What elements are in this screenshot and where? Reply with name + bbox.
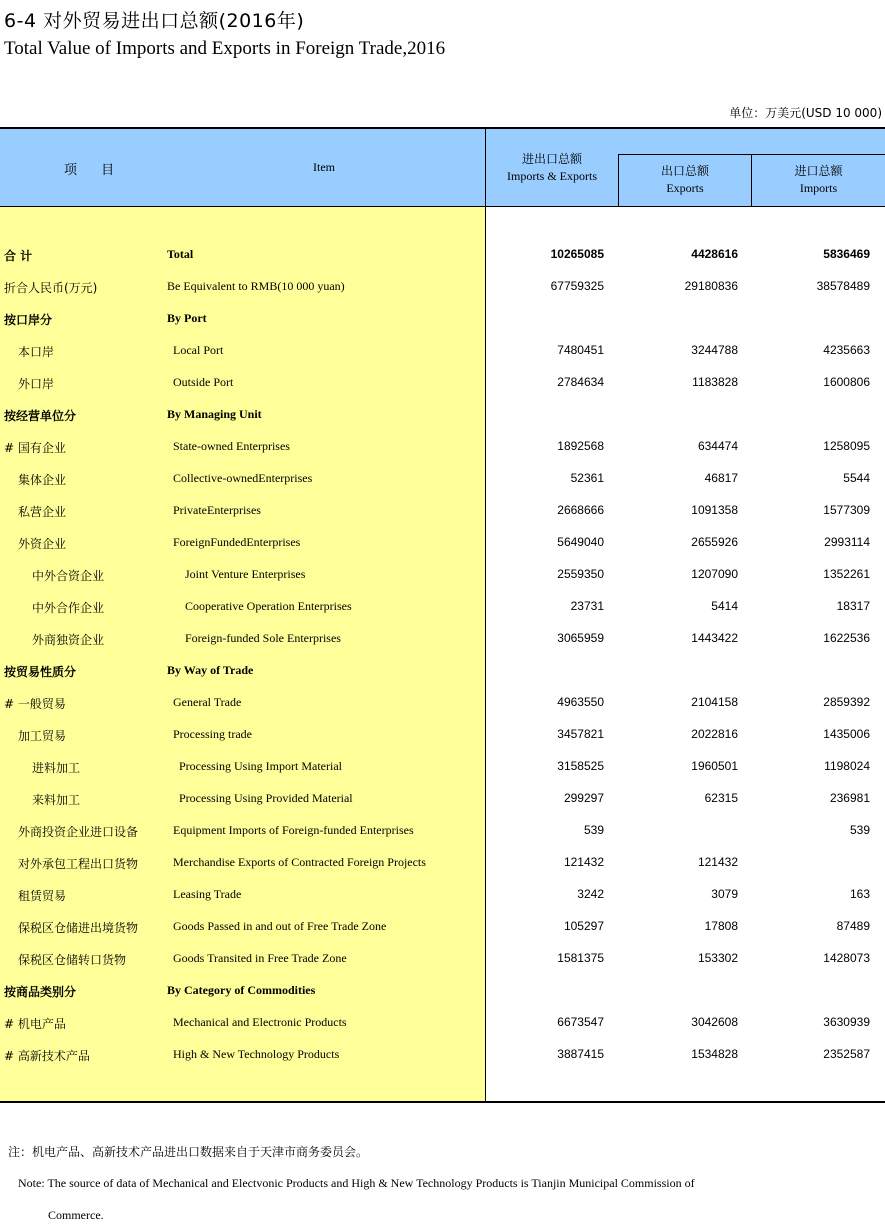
row-label-cn: 中外合资企业	[32, 569, 105, 583]
table-row	[0, 279, 885, 299]
row-label-en: Total	[167, 247, 194, 261]
page-title-cn: 6-4 对外贸易进出口总额(2016年)	[4, 10, 305, 32]
row-label-en: Processing Using Provided Material	[179, 791, 353, 805]
table-row	[0, 1047, 885, 1067]
imports-value: 2352587	[823, 1047, 870, 1061]
table-row	[0, 951, 885, 971]
row-label-en: Outside Port	[173, 375, 234, 389]
imports-exports-value: 1581375	[557, 951, 604, 965]
table-row	[0, 759, 885, 779]
imports-exports-value: 67759325	[550, 279, 604, 293]
table-row	[0, 503, 885, 523]
imports-value: 38578489	[816, 279, 870, 293]
exports-value: 46817	[704, 471, 738, 485]
table-row	[0, 663, 885, 683]
exports-value: 1091358	[691, 503, 738, 517]
unit-label: 单位：万美元(USD 10 000)	[729, 106, 882, 120]
exports-value: 153302	[697, 951, 738, 965]
row-label-en: Processing trade	[173, 727, 252, 741]
row-label-cn: 租赁贸易	[18, 889, 67, 903]
row-label-cn: 本口岸	[18, 345, 55, 359]
table-row	[0, 727, 885, 747]
exports-value: 3079	[711, 887, 738, 901]
imports-exports-value: 10265085	[550, 247, 604, 261]
imports-value: 4235663	[823, 343, 870, 357]
imports-exports-value: 299297	[563, 791, 604, 805]
header-bottom-border	[0, 206, 885, 207]
imports-exports-value: 4963550	[557, 695, 604, 709]
exports-value: 1443422	[691, 631, 738, 645]
row-label-en: Foreign-funded Sole Enterprises	[185, 631, 341, 645]
row-label-en: Merchandise Exports of Contracted Foreign Projects	[173, 855, 426, 869]
imports-value: 1577309	[823, 503, 870, 517]
exports-value: 1534828	[691, 1047, 738, 1061]
row-label-en: By Managing Unit	[167, 407, 262, 421]
row-label-cn: 按商品类别分	[4, 985, 77, 999]
row-label-en: Collective-ownedEnterprises	[173, 471, 313, 485]
note-en-line2: Commerce.	[48, 1208, 104, 1222]
note-cn: 注：机电产品、高新技术产品进出口数据来自于天津市商务委员会。	[8, 1145, 369, 1159]
table-row	[0, 311, 885, 331]
table-row	[0, 1015, 885, 1035]
row-label-en: By Category of Commodities	[167, 983, 316, 997]
exports-value: 121432	[697, 855, 738, 869]
table-row	[0, 599, 885, 619]
row-label-cn: 外商独资企业	[32, 633, 105, 647]
imports-exports-value: 2784634	[557, 375, 604, 389]
imports-value: 18317	[836, 599, 870, 613]
header-exports-cn: 出口总额	[660, 164, 709, 178]
table-row	[0, 823, 885, 843]
row-label-en: State-owned Enterprises	[173, 439, 290, 453]
imports-value: 163	[849, 887, 870, 901]
header-imports-cn: 进口总额	[794, 164, 843, 178]
table-row	[0, 535, 885, 555]
header-exports	[620, 163, 750, 197]
exports-value: 4428616	[691, 247, 738, 261]
row-label-cn: 外口岸	[18, 377, 55, 391]
table-row	[0, 791, 885, 811]
row-label-cn: # 一般贸易	[4, 697, 66, 711]
exports-value: 3042608	[691, 1015, 738, 1029]
imports-exports-value: 2559350	[557, 567, 604, 581]
header-imports	[752, 163, 885, 197]
imports-value: 1258095	[823, 439, 870, 453]
exports-value: 3244788	[691, 343, 738, 357]
row-label-cn: 集体企业	[18, 473, 67, 487]
row-label-cn: 外资企业	[18, 537, 67, 551]
exports-value: 5414	[711, 599, 738, 613]
table-row	[0, 567, 885, 587]
imports-exports-value: 121432	[563, 855, 604, 869]
imports-exports-value: 539	[583, 823, 604, 837]
header-imports-exports	[488, 151, 616, 185]
imports-exports-value: 3065959	[557, 631, 604, 645]
imports-exports-value: 1892568	[557, 439, 604, 453]
row-label-cn: # 国有企业	[4, 441, 66, 455]
row-label-en: By Way of Trade	[167, 663, 254, 677]
table-row	[0, 343, 885, 363]
header-item-cn: 项 目	[64, 163, 125, 178]
imports-value: 539	[849, 823, 870, 837]
imports-exports-value: 2668666	[557, 503, 604, 517]
row-label-en: Cooperative Operation Enterprises	[185, 599, 352, 613]
row-label-cn: 外商投资企业进口设备	[18, 825, 139, 839]
table-bottom-border	[0, 1101, 885, 1103]
imports-value: 1352261	[823, 567, 870, 581]
exports-value: 2022816	[691, 727, 738, 741]
exports-value: 62315	[704, 791, 738, 805]
exports-value: 2655926	[691, 535, 738, 549]
row-label-en: Goods Passed in and out of Free Trade Zone	[173, 919, 387, 933]
table-row	[0, 407, 885, 427]
row-label-cn: 合 计	[4, 249, 33, 263]
table-row	[0, 247, 885, 267]
header-imports-exports-cn: 进出口总额	[521, 152, 582, 166]
row-label-en: Be Equivalent to RMB(10 000 yuan)	[167, 279, 345, 293]
exports-value: 1183828	[692, 375, 738, 389]
row-label-cn: 私营企业	[18, 505, 67, 519]
exports-value: 634474	[697, 439, 738, 453]
imports-value: 5544	[843, 471, 870, 485]
page-title-en: Total Value of Imports and Exports in Foreign Trade,2016	[4, 38, 446, 59]
row-label-cn: 进料加工	[32, 761, 81, 775]
row-label-cn: 按贸易性质分	[4, 665, 77, 679]
row-label-cn: 按经营单位分	[4, 409, 77, 423]
row-label-cn: 保税区仓储转口货物	[18, 953, 127, 967]
row-label-en: Processing Using Import Material	[179, 759, 342, 773]
imports-value: 2993114	[824, 535, 870, 549]
imports-exports-value: 5649040	[557, 535, 604, 549]
imports-exports-value: 23731	[570, 599, 604, 613]
row-label-en: High & New Technology Products	[173, 1047, 340, 1061]
row-label-en: By Port	[167, 311, 207, 325]
table-row	[0, 983, 885, 1003]
header-item-en: Item	[313, 160, 335, 174]
row-label-cn: 来料加工	[32, 793, 81, 807]
row-label-cn: 折合人民币(万元)	[4, 281, 98, 295]
table-row	[0, 631, 885, 651]
imports-exports-value: 3242	[577, 887, 604, 901]
exports-value: 2104158	[691, 695, 738, 709]
row-label-cn: 保税区仓储进出境货物	[18, 921, 139, 935]
row-label-en: Leasing Trade	[173, 887, 242, 901]
imports-exports-value: 3457821	[557, 727, 604, 741]
exports-value: 17808	[704, 919, 738, 933]
exports-value: 29180836	[684, 279, 738, 293]
imports-value: 3630939	[823, 1015, 870, 1029]
row-label-cn: 中外合作企业	[32, 601, 105, 615]
row-label-cn: # 机电产品	[4, 1017, 66, 1031]
exports-value: 1960501	[691, 759, 738, 773]
imports-value: 5836469	[823, 247, 870, 261]
imports-exports-value: 52361	[570, 471, 604, 485]
data-table	[0, 127, 885, 1103]
imports-value: 1198024	[824, 759, 870, 773]
note-en-line1: Note: The source of data of Mechanical and Electvonic Products and High & New Technology Products is Tianjin Municipal Commission of	[18, 1176, 695, 1190]
table-row	[0, 919, 885, 939]
table-row	[0, 375, 885, 395]
row-label-en: ForeignFundedEnterprises	[173, 535, 301, 549]
imports-value: 1622536	[823, 631, 870, 645]
row-label-cn: 加工贸易	[18, 729, 67, 743]
row-label-cn: # 高新技术产品	[4, 1049, 90, 1063]
imports-value: 87489	[836, 919, 870, 933]
imports-value: 1600806	[823, 375, 870, 389]
table-row	[0, 439, 885, 459]
row-label-en: Local Port	[173, 343, 224, 357]
exports-header-divider	[618, 154, 619, 206]
imports-exports-value: 3158525	[557, 759, 604, 773]
imports-value: 2859392	[823, 695, 870, 709]
table-top-border	[0, 127, 885, 129]
imports-exports-value: 7480451	[557, 343, 604, 357]
header-exports-en: Exports	[666, 181, 704, 195]
imports-value: 1435006	[823, 727, 870, 741]
row-label-en: General Trade	[173, 695, 242, 709]
imports-value: 236981	[829, 791, 870, 805]
row-label-en: Mechanical and Electronic Products	[173, 1015, 347, 1029]
row-label-en: Joint Venture Enterprises	[185, 567, 306, 581]
imports-exports-value: 6673547	[557, 1015, 604, 1029]
table-row	[0, 695, 885, 715]
row-label-en: Goods Transited in Free Trade Zone	[173, 951, 347, 965]
imports-exports-value: 3887415	[557, 1047, 604, 1061]
header-imports-exports-en: Imports & Exports	[507, 169, 597, 183]
row-label-cn: 按口岸分	[4, 313, 53, 327]
table-row	[0, 855, 885, 875]
row-label-en: Equipment Imports of Foreign-funded Enterprises	[173, 823, 414, 837]
table-row	[0, 887, 885, 907]
imports-value: 1428073	[823, 951, 870, 965]
imports-exports-value: 105297	[563, 919, 604, 933]
header-imports-en: Imports	[799, 181, 838, 195]
exports-value: 1207090	[691, 567, 738, 581]
row-label-en: PrivateEnterprises	[173, 503, 261, 517]
table-row	[0, 471, 885, 491]
row-label-cn: 对外承包工程出口货物	[18, 857, 139, 871]
